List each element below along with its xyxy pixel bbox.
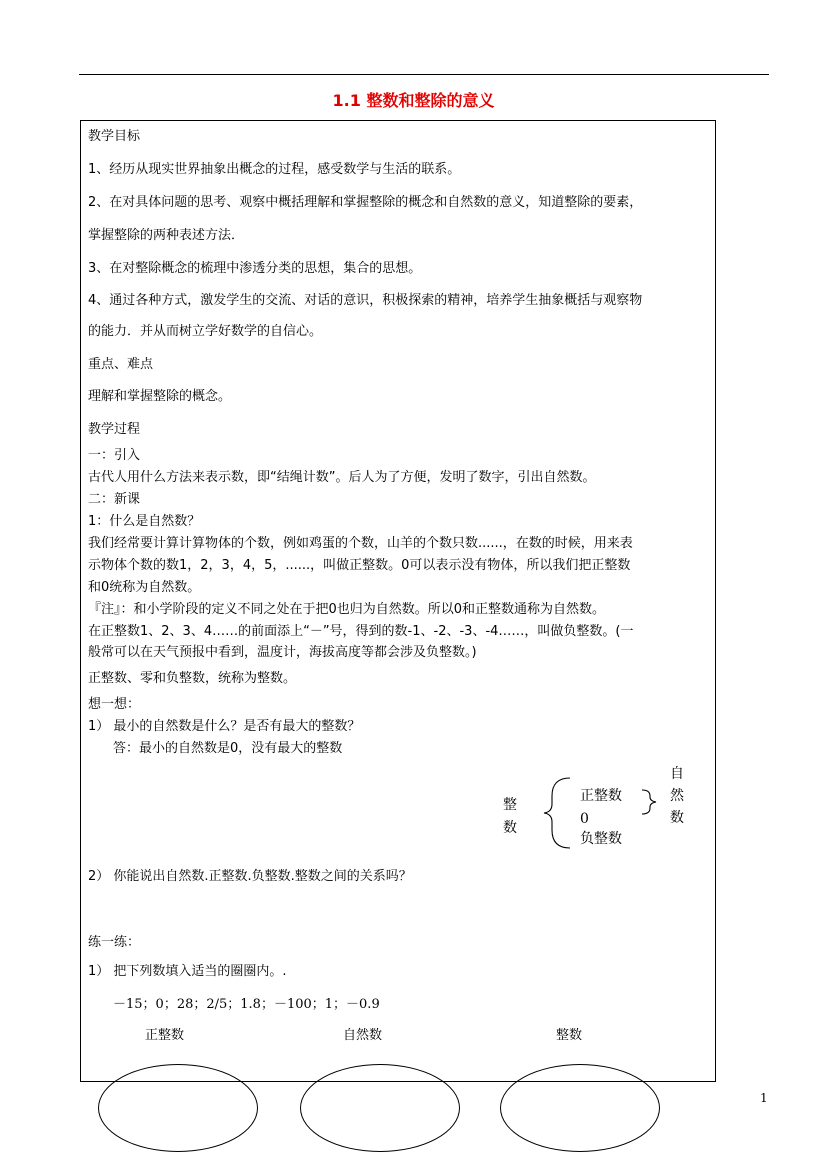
circle-integers xyxy=(500,1064,660,1152)
paragraph-1-line-3: 和0统称为自然数。 xyxy=(88,580,201,595)
diagram-right-char-1: 自 xyxy=(670,766,684,782)
goal-1: 1、经历从现实世界抽象出概念的过程，感受数学与生活的联系。 xyxy=(88,162,461,177)
page-number: 1 xyxy=(760,1091,768,1105)
circle-label-integers: 整数 xyxy=(556,1028,583,1043)
intro-heading: 一：引入 xyxy=(88,448,141,463)
circle-natural-numbers xyxy=(300,1064,460,1152)
paragraph-1-line-2: 示物体个数的数1，2，3，4，5，......，叫做正整数。0可以表示没有物体，所以我们把正整数 xyxy=(88,558,631,573)
process-heading: 教学过程 xyxy=(88,422,141,437)
intro-text: 古代人用什么方法来表示数，即“结绳计数”。后人为了方便，发明了数字，引出自然数。 xyxy=(88,470,596,485)
goal-4-line-1: 4、通过各种方式，激发学生的交流、对话的意识，积极探索的精神，培养学生抽象概括与观察物 xyxy=(88,293,643,308)
think-heading: 想一想： xyxy=(88,697,141,712)
diagram-positive: 正整数 xyxy=(580,788,622,804)
diagram-negative: 负整数 xyxy=(580,831,622,847)
diagram-left-char-1: 整 xyxy=(503,797,517,813)
goal-3: 3、在对整除概念的梳理中渗透分类的思想，集合的思想。 xyxy=(88,261,422,276)
note-text: 『注』：和小学阶段的定义不同之处在于把0也归为自然数。所以0和正整数通称为自然数。 xyxy=(88,602,606,617)
left-brace xyxy=(544,778,570,848)
negative-line-1: 在正整数1、2、3、4……的前面添上“－”号，得到的数-1、-2、-3、-4……，叫做负整数。(一 xyxy=(88,624,634,639)
diagram-left-char-2: 数 xyxy=(503,820,517,836)
question-1-heading: 1：什么是自然数？ xyxy=(88,514,201,529)
goal-2-line-1: 2、在对具体问题的思考、观察中概括理解和掌握整除的概念和自然数的意义，知道整除的要素， xyxy=(88,195,643,210)
circle-positive-integers xyxy=(98,1064,258,1152)
diagram-right-char-2: 然 xyxy=(670,788,684,804)
number-list: －15；0；28；2/5；1.8；－100；1；－0.9 xyxy=(113,997,380,1012)
think-answer-1: 答：最小的自然数是0，没有最大的整数 xyxy=(113,741,343,756)
think-question-2: 2） 你能说出自然数.正整数.负整数.整数之间的关系吗？ xyxy=(88,869,412,884)
page-title: 1.1 整数和整除的意义 xyxy=(332,91,495,110)
circle-label-natural-numbers: 自然数 xyxy=(343,1028,383,1043)
circle-label-positive-integers: 正整数 xyxy=(145,1028,185,1043)
key-text: 理解和掌握整除的概念。 xyxy=(88,389,232,404)
practice-heading: 练一练： xyxy=(88,935,141,950)
goal-4-line-2: 的能力．并从而树立学好数学的自信心。 xyxy=(88,324,323,339)
practice-question-1: 1） 把下列数填入适当的圈圈内。. xyxy=(88,964,287,979)
negative-line-2: 般常可以在天气预报中看到，温度计，海拔高度等都会涉及负整数。) xyxy=(88,645,477,660)
diagram-right-char-3: 数 xyxy=(670,810,684,826)
paragraph-1-line-1: 我们经常要计算计算物体的个数，例如鸡蛋的个数，山羊的个数只数......，在数的时候，用来表 xyxy=(88,536,633,551)
diagram-zero: 0 xyxy=(580,811,589,827)
right-brace xyxy=(642,790,656,814)
goal-2-line-2: 掌握整除的两种表述方法． xyxy=(88,228,245,243)
think-question-1: 1） 最小的自然数是什么？是否有最大的整数？ xyxy=(88,719,361,734)
key-heading: 重点、难点 xyxy=(88,357,154,372)
new-lesson-heading: 二：新课 xyxy=(88,492,141,507)
integers-definition: 正整数、零和负整数，统称为整数。 xyxy=(88,671,297,686)
goals-heading: 教学目标 xyxy=(88,129,141,144)
